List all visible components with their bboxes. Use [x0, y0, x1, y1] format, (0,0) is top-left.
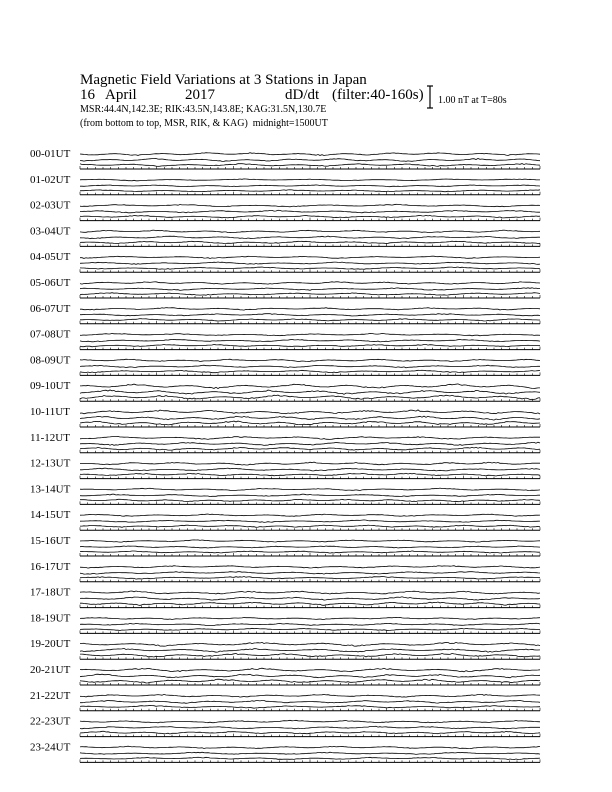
date-day: 16: [80, 87, 95, 103]
row-label: 19-20UT: [30, 638, 71, 651]
hour-row: [30, 200, 540, 221]
row-label: 14-15UT: [30, 509, 71, 522]
trace-kag: [80, 591, 540, 594]
trace-rik: [80, 674, 540, 678]
row-label: 09-10UT: [30, 380, 71, 393]
trace-kag: [80, 462, 540, 465]
row-label: 10-11UT: [30, 406, 70, 418]
trace-kag: [80, 694, 540, 697]
trace-msr: [80, 241, 540, 243]
trace-kag: [80, 642, 540, 646]
row-label: 22-23UT: [30, 715, 71, 728]
hour-row: [30, 174, 540, 195]
trace-kag: [80, 204, 540, 207]
trace-msr: [80, 628, 540, 630]
midnight-note: midnight=1500UT: [252, 118, 328, 129]
hour-row: [30, 483, 540, 504]
trace-rik: [80, 288, 540, 291]
trace-kag: [80, 540, 540, 542]
hour-row: [30, 380, 540, 401]
trace-msr: [80, 370, 540, 372]
quantity-label: dD/dt: [285, 87, 320, 103]
trace-kag: [80, 384, 540, 389]
trace-rik: [80, 520, 540, 523]
hour-row: [30, 303, 540, 324]
trace-msr: [80, 525, 540, 527]
hour-row: [30, 251, 540, 272]
trace-kag: [80, 668, 540, 672]
row-label: 16-17UT: [30, 560, 71, 573]
trace-rik: [80, 314, 540, 316]
trace-rik: [80, 339, 540, 342]
row-label: 13-14UT: [30, 483, 71, 496]
station-coordinates: MSR:44.4N,142.3E; RIK:43.5N,143.8E; KAG:31.5N,130.7E: [80, 104, 327, 115]
trace-rik: [80, 546, 540, 548]
date-year: 2017: [185, 87, 215, 103]
hour-row: [30, 406, 540, 427]
trace-msr: [80, 421, 540, 425]
trace-rik: [80, 468, 540, 471]
hour-row: [30, 612, 540, 633]
trace-kag: [80, 488, 540, 490]
hour-row: [30, 664, 540, 685]
trace-rik: [80, 597, 540, 600]
hour-row: [30, 329, 540, 350]
scale-bar: [427, 86, 433, 108]
trace-msr: [80, 293, 540, 296]
trace-rik: [80, 416, 540, 420]
trace-msr: [80, 215, 540, 218]
hour-row: [30, 148, 540, 169]
row-label: 03-04UT: [30, 225, 71, 238]
trace-kag: [80, 282, 540, 284]
trace-msr: [80, 551, 540, 553]
trace-rik: [80, 494, 540, 496]
hour-row: [30, 354, 540, 375]
trace-rik: [80, 752, 540, 754]
trace-msr: [80, 576, 540, 579]
hour-rows: [30, 148, 540, 762]
trace-kag: [80, 333, 540, 335]
row-label: 00-01UT: [30, 148, 71, 160]
trace-msr: [80, 267, 540, 269]
trace-kag: [80, 308, 540, 311]
hour-row: [30, 716, 540, 737]
row-label: 02-03UT: [30, 199, 71, 212]
row-label: 06-07UT: [30, 302, 71, 315]
trace-msr: [80, 731, 540, 734]
trace-kag: [80, 230, 540, 233]
trace-kag: [80, 410, 540, 414]
trace-msr: [80, 345, 540, 347]
hour-row: [30, 458, 540, 479]
hour-row: [30, 535, 540, 556]
date-month: April: [105, 87, 137, 103]
row-label: 12-13UT: [30, 457, 71, 470]
trace-rik: [80, 572, 540, 574]
row-label: 11-12UT: [30, 431, 70, 444]
row-label: 05-06UT: [30, 277, 71, 289]
filter-label: (filter:40-160s): [332, 87, 424, 103]
trace-rik: [80, 623, 540, 625]
trace-kag: [80, 617, 540, 619]
trace-rik: [80, 648, 540, 652]
row-label: 15-16UT: [30, 535, 71, 547]
row-label: 18-19UT: [30, 612, 71, 625]
trace-rik: [80, 390, 540, 394]
trace-msr: [80, 319, 540, 321]
trace-kag: [80, 514, 540, 516]
trace-msr: [80, 447, 540, 450]
trace-kag: [80, 720, 540, 723]
trace-rik: [80, 442, 540, 445]
trace-msr: [80, 499, 540, 501]
trace-rik: [80, 210, 540, 213]
hour-row: [30, 561, 540, 582]
hour-row: [30, 741, 540, 762]
trace-msr: [80, 757, 540, 759]
hour-row: [30, 638, 540, 659]
trace-rik: [80, 365, 540, 368]
row-label: 20-21UT: [30, 664, 71, 676]
trace-kag: [80, 256, 540, 258]
trace-kag: [80, 566, 540, 568]
row-label: 07-08UT: [30, 328, 71, 341]
trace-kag: [80, 746, 540, 748]
trace-msr: [80, 473, 540, 476]
hour-row: [30, 432, 540, 453]
trace-kag: [80, 359, 540, 361]
row-label: 08-09UT: [30, 354, 71, 367]
trace-rik: [80, 700, 540, 703]
trace-rik: [80, 726, 540, 729]
row-label: 17-18UT: [30, 586, 71, 599]
hour-row: [30, 225, 540, 246]
trace-rik: [80, 185, 540, 187]
scale-label: 1.00 nT at T=80s: [438, 95, 507, 106]
trace-msr: [80, 164, 540, 167]
row-label: 04-05UT: [30, 251, 71, 264]
chart-title: Magnetic Field Variations at 3 Stations in Japan: [80, 72, 367, 88]
row-label: 01-02UT: [30, 173, 71, 186]
trace-kag: [80, 153, 540, 156]
trace-msr: [80, 706, 540, 709]
hour-row: [30, 509, 540, 530]
trace-kag: [80, 179, 540, 181]
trace-rik: [80, 262, 540, 264]
trace-rik: [80, 159, 540, 162]
hour-row: [30, 277, 540, 298]
trace-rik: [80, 236, 540, 239]
order-note: (from bottom to top, MSR, RIK, & KAG): [80, 118, 248, 129]
trace-msr: [80, 190, 540, 192]
hour-row: [30, 587, 540, 608]
row-label: 21-22UT: [30, 689, 71, 702]
row-label: 23-24UT: [30, 741, 71, 754]
hour-row: [30, 690, 540, 711]
trace-kag: [80, 436, 540, 439]
